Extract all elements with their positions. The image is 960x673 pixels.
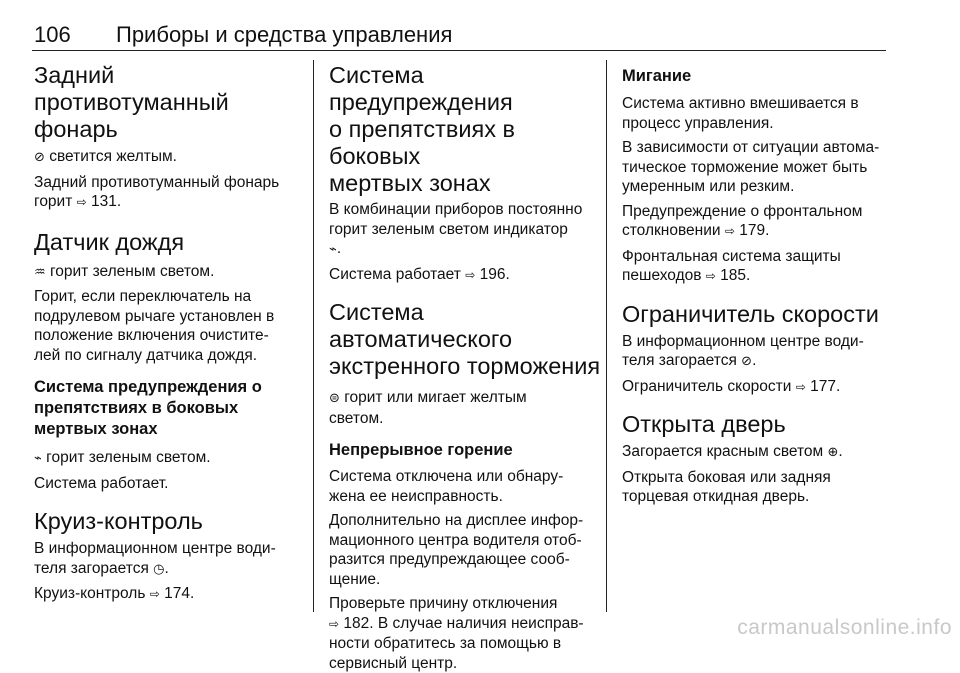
page-reference: 177.: [810, 377, 841, 395]
cross-reference-arrow-icon: ⇨: [795, 379, 806, 394]
blind-spot-icon: ⌁: [34, 451, 42, 466]
cross-reference-arrow-icon: ⇨: [149, 587, 160, 601]
paragraph: Система работает ⇨ 196.: [329, 265, 510, 283]
watermark: carmanualsonline.info: [737, 616, 952, 639]
emergency-braking-icon: ⊜: [329, 391, 340, 406]
cross-reference-arrow-icon: ⇨: [329, 616, 340, 631]
paragraph: Открыта боковая или задняя торцевая откидная дверь.: [622, 468, 831, 505]
page-reference: 196.: [479, 265, 510, 283]
blind-spot-icon: ⌁: [329, 242, 337, 257]
cross-reference-arrow-icon: ⇨: [705, 269, 716, 283]
paragraph: В зависимости от ситуации автома- тическое торможение может быть умеренным или резким.: [622, 139, 880, 195]
subheading-blind-spot: Система предупреждения о препятствиях в боковых мертвых зонах: [34, 378, 262, 438]
paragraph: Система активно вмешивается в процесс управления.: [622, 95, 859, 132]
section-heading-cruise-control: Круиз-контроль: [34, 508, 203, 534]
rear-fog-light-icon: ⊘: [34, 150, 45, 165]
column-divider: [606, 60, 607, 612]
page-reference: 174.: [164, 585, 195, 602]
header-rule: [32, 50, 886, 51]
paragraph: В информационном центре води- теля загорается ◷.: [34, 539, 302, 579]
rain-sensor-icon: ♒: [34, 264, 46, 280]
subheading-flashing: Мигание: [622, 67, 692, 85]
paragraph: Горит, если переключатель на подрулевом рычаге установлен в положение включения очистите- лей по сигналу датчика дождя.: [34, 288, 275, 364]
paragraph: В информационном центре води- теля загорается ⊘.: [622, 332, 894, 372]
paragraph: Ограничитель скорости ⇨ 177.: [622, 377, 841, 395]
column-divider: [313, 60, 314, 612]
cross-reference-arrow-icon: ⇨: [465, 267, 476, 282]
subheading-continuous: Непрерывное горение: [329, 441, 513, 459]
page-reference: 179.: [739, 222, 770, 239]
paragraph: Загорается красным светом ⊕.: [622, 442, 894, 463]
paragraph: В комбинации приборов постоянно горит зеленым светом индикатор ⌁.: [329, 200, 601, 260]
column-middle: [329, 62, 601, 673]
section-heading-rear-fog: Задний противотуманный фонарь: [34, 62, 229, 142]
section-heading-speed-limiter: Ограничитель скорости: [622, 300, 879, 327]
section-heading-emergency-braking: Система автоматического экстренного торможения: [329, 299, 601, 379]
door-open-icon: ⊕: [827, 445, 839, 460]
paragraph: ⊜ горит или мигает желтым светом.: [329, 389, 527, 427]
column-right: [622, 62, 894, 507]
paragraph: Фронтальная система защиты пешеходов ⇨ 185.: [622, 247, 841, 284]
page-reference: 131.: [91, 193, 122, 210]
section-heading-door-open: Открыта дверь: [622, 411, 786, 437]
speed-limiter-icon: ⊘: [741, 354, 753, 369]
cross-reference-arrow-icon: ⇨: [724, 224, 735, 238]
cruise-control-icon: ◷: [153, 561, 165, 577]
page-reference: 185.: [720, 267, 751, 284]
paragraph: Система работает.: [34, 474, 169, 492]
column-left: [34, 62, 302, 605]
paragraph: Задний противотуманный фонарь горит ⇨ 131.: [34, 173, 280, 210]
paragraph: Система отключена или обнару- жена ее неисправность.: [329, 468, 564, 505]
paragraph: ⌁ горит зеленым светом.: [34, 448, 302, 469]
cross-reference-arrow-icon: ⇨: [76, 195, 87, 209]
paragraph: Дополнительно на дисплее инфор- мационного центра водителя отоб- разится предупреждающее сооб- щение.: [329, 512, 584, 588]
paragraph: ⊘ светится желтым.: [34, 147, 302, 168]
section-heading-blind-spot: Система предупреждения о препятствиях в боковых мертвых зонах: [329, 62, 516, 196]
page-header: [32, 22, 886, 54]
section-heading-rain-sensor: Датчик дождя: [34, 228, 185, 255]
paragraph: Предупреждение о фронтальном столкновении ⇨ 179.: [622, 202, 863, 239]
chapter-title: Приборы и средства управления: [116, 22, 453, 47]
paragraph: Круиз-контроль ⇨ 174.: [34, 585, 195, 602]
paragraph: Проверьте причину отключения ⇨ 182. В случае наличия неисправ- ности обратитесь за помощью в сервисный центр.: [329, 595, 584, 672]
page-number: 106: [34, 22, 71, 47]
paragraph: ♒ горит зеленым светом.: [34, 262, 302, 283]
